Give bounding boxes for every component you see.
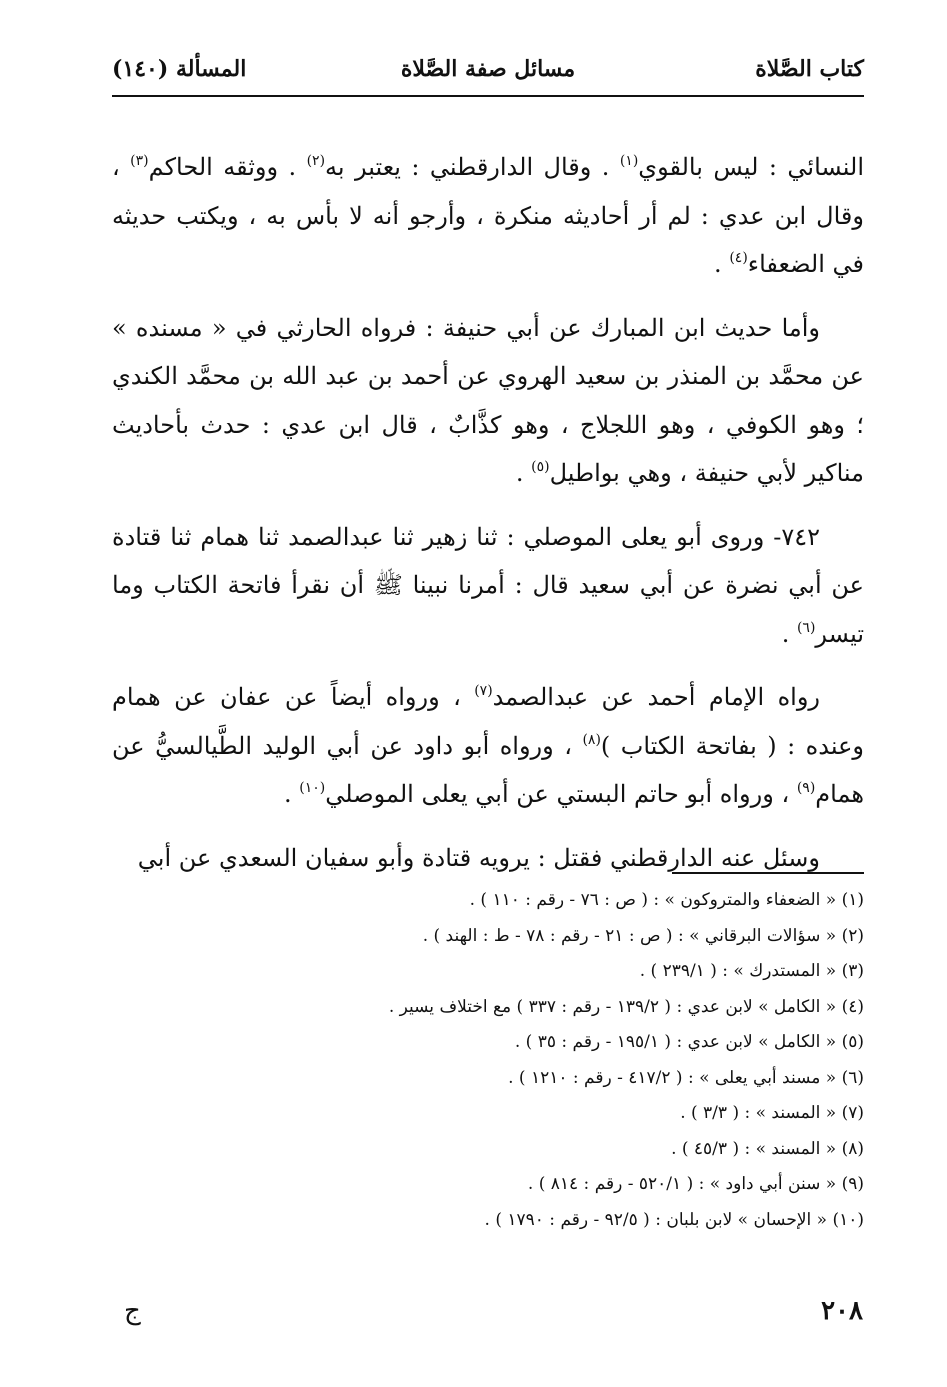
header-issue-number: المسألة (١٤٠) [112,56,247,82]
text-run: ٧٤٢- وروى أبو يعلى الموصلي : ثنا زهير ثنا عبدالصمد ثنا همام ثنا قتادة عن أبي نضرة عن أبي سعيد قال : أمرنا نبينا ﷺ أن نقرأ فاتحة الكتاب وما تيسر [112,522,864,648]
text-run: . [284,780,300,808]
text-run: وسئل عنه الدارقطني فقتل : يرويه قتادة وأبو سفيان السعدي عن أبي [137,843,820,872]
footnote-reference: (٣) [130,153,149,169]
text-run: النسائي : ليس بالقوي [638,153,865,181]
body-paragraph [112,143,864,289]
footnote-reference: (١٠) [299,780,326,796]
footnote: (١) « الضعفاء والمتروكون » : ( ص : ٧٦ - رقم : ١١٠ ) . [469,890,864,910]
footnote-reference: (٢) [306,153,326,169]
footnote: (١٠) « الإحسان » لابن بلبان : ( ٩٢/٥ - رقم : ١٧٩٠ ) . [484,1209,864,1230]
footnote: (٩) « سنن أبي داود » : ( ٥٢٠/١ - رقم : ٨١٤ ) . [527,1174,864,1194]
page-number: ٢٠٨ [821,1296,863,1326]
footnote-reference: (٩) [796,780,816,796]
body-paragraph [112,673,864,819]
footnote: (٥) « الكامل » لابن عدي : ( ١٩٥/١ - رقم : ٣٥ ) . [514,1032,864,1052]
text-run: . وقال الدارقطني : يعتبر به [325,153,620,181]
text-run: وأما حديث ابن المبارك عن أبي حنيفة : فرواه الحارثي في « مسنده » عن محمَّد بن المنذر بن سعيد الهروي عن أحمد بن عبد الله بن محمَّد الكندي ؛ وهو الكوفي ، وهو اللجلاج ، وهو كذَّابٌ ، قال ابن عدي : حدث بأحاديث مناكير لأبي حنيفة ، وهي بواطيل [112,313,864,487]
signature-mark: ج [124,1296,141,1326]
text-run: . ووثقه الحاكم [148,153,307,181]
footnote-reference: (٥) [531,459,550,475]
footnote-reference: (٦) [796,619,816,636]
header-book-title: كتاب الصَّلاة [755,56,864,82]
footnote-reference: (٤) [729,250,748,266]
header-divider [112,95,864,97]
footnote-reference: (١) [619,153,639,169]
body-paragraph [112,834,864,883]
footnote: (٨) « المسند » : ( ٤٥/٣ ) . [671,1138,864,1159]
footnotes-list [112,883,864,1238]
footnote: (٣) « المستدرك » : ( ٢٣٩/١ ) . [639,961,864,981]
footnote: (٢) « سؤالات البرقاني » : ( ص : ٢١ - رقم : ٧٨ - ط : الهند ) . [422,925,864,946]
text-run: . [781,619,797,648]
text-run: ، ورواه أبو حاتم البستي عن أبي يعلى الموصلي [325,780,797,808]
text-run: . [515,459,532,487]
footnote: (٤) « الكامل » لابن عدي : ( ١٣٩/٢ - رقم : ٣٣٧ ) مع اختلاف يسير . [388,996,864,1017]
body-paragraph [112,513,864,659]
header-section-title: مسائل صفة الصَّلاة [400,56,576,82]
footnote-reference: (٨) [582,731,601,748]
text-run: رواه الإمام أحمد عن عبدالصمد [492,683,821,711]
footnote-reference: (٧) [474,683,493,699]
text-run: ، وقال ابن عدي : لم أر أحاديثه منكرة ، وأرجو أنه لا بأس به ، ويكتب حديثه في الضعفاء [112,153,864,278]
body-text [112,143,864,882]
running-header [112,54,864,90]
text-run: . [714,250,730,278]
footnote: (٦) « مسند أبي يعلى » : ( ٤١٧/٢ - رقم : ١٢١٠ ) . [508,1067,864,1088]
body-paragraph [112,304,864,498]
footnote-divider [672,872,864,874]
text-run: ، ورواه أبو داود عن أبي الوليد الطَّيالسيُّ عن همام [112,731,864,808]
footnote: (٧) « المسند » : ( ٣/٣ ) . [680,1103,864,1123]
text-run: ، ورواه أيضاً عن عفان عن همام وعنده : ( بفاتحة الكتاب ) [112,683,864,760]
